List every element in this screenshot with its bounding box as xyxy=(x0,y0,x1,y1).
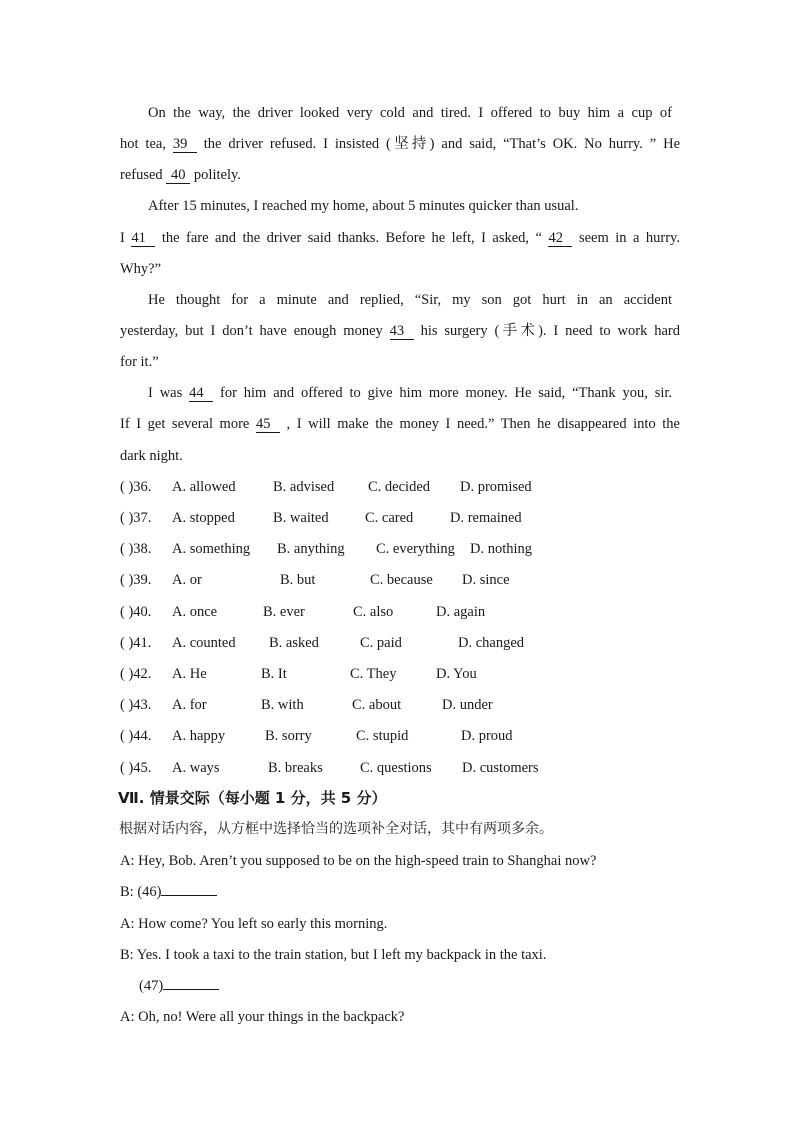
question-number: ( )38. xyxy=(120,541,152,557)
option-d: D. nothing xyxy=(470,541,533,557)
passage-line xyxy=(120,447,680,465)
option-b: B. anything xyxy=(277,541,345,557)
answer-line xyxy=(161,895,217,896)
answer-blank: 41 xyxy=(131,230,155,247)
question-row xyxy=(120,478,720,496)
option-b: B. but xyxy=(280,572,316,588)
passage-line xyxy=(120,229,680,247)
answer-blank: 43 xyxy=(390,323,414,340)
passage-text: for it.” xyxy=(120,354,159,370)
question-number: ( )41. xyxy=(120,635,152,651)
question-number: ( )42. xyxy=(120,666,152,682)
passage-text: , I will make the money I need.” Then he disappeared into the xyxy=(286,416,680,432)
option-c: C. also xyxy=(353,604,394,620)
question-row xyxy=(120,696,720,714)
answer-blank: 42 xyxy=(548,230,572,247)
option-d: D. proud xyxy=(461,728,513,744)
option-d: D. since xyxy=(462,572,510,588)
passage-line xyxy=(120,322,680,340)
option-c: C. stupid xyxy=(356,728,409,744)
option-b: B. with xyxy=(261,697,304,713)
option-c: C. They xyxy=(350,666,397,682)
option-d: D. customers xyxy=(462,760,539,776)
option-a: A. for xyxy=(172,697,207,713)
question-row xyxy=(120,540,720,558)
question-number: ( )39. xyxy=(120,572,152,588)
passage-line xyxy=(120,415,680,433)
option-b: B. waited xyxy=(273,510,329,526)
section-instruction: 根据对话内容，从方框中选择恰当的选项补全对话，其中有两项多余。 xyxy=(119,821,553,837)
dialogue-line xyxy=(120,883,680,901)
question-number: ( )40. xyxy=(120,604,152,620)
option-b: B. advised xyxy=(273,479,335,495)
passage-line xyxy=(120,353,680,371)
dialogue-text: B: (46) xyxy=(120,884,162,900)
option-b: B. asked xyxy=(269,635,319,651)
option-c: C. everything xyxy=(376,541,455,557)
passage-text: the fare and the driver said thanks. Before he left, I asked, “ xyxy=(161,230,542,246)
dialogue-line xyxy=(120,852,680,870)
question-row xyxy=(120,603,720,621)
passage-text: yesterday, but I don’t have enough money xyxy=(120,323,383,339)
section-title: Ⅶ. 情景交际（每小题 1 分，共 5 分） xyxy=(118,789,387,807)
passage-text: Why?” xyxy=(120,261,162,277)
dialogue-line xyxy=(120,915,680,933)
option-a: A. allowed xyxy=(172,479,236,495)
option-b: B. It xyxy=(261,666,287,682)
passage-line xyxy=(148,291,672,309)
passage-text: On the way, the driver looked very cold and tired. I offered to buy him a cup of xyxy=(148,105,672,121)
answer-blank: 39 xyxy=(173,136,197,153)
question-row xyxy=(120,665,720,683)
option-a: A. stopped xyxy=(172,510,235,526)
option-a: A. happy xyxy=(172,728,226,744)
question-row xyxy=(120,727,720,745)
dialogue-text: A: Oh, no! Were all your things in the backpack? xyxy=(120,1009,405,1025)
option-d: D. promised xyxy=(460,479,532,495)
passage-text: I was xyxy=(148,385,183,401)
option-c: C. decided xyxy=(368,479,431,495)
question-row xyxy=(120,634,720,652)
option-d: D. changed xyxy=(458,635,525,651)
dialogue-text: A: Hey, Bob. Aren’t you supposed to be on the high-speed train to Shanghai now? xyxy=(120,853,597,869)
answer-blank: 45 xyxy=(256,416,280,433)
passage-line xyxy=(148,197,672,215)
answer-blank: 44 xyxy=(189,385,213,402)
passage-line xyxy=(120,260,680,278)
option-a: A. something xyxy=(172,541,251,557)
question-number: ( )43. xyxy=(120,697,152,713)
option-b: B. breaks xyxy=(268,760,323,776)
question-row xyxy=(120,759,720,777)
passage-text: I xyxy=(120,230,125,246)
dialogue-text: (47) xyxy=(139,978,164,994)
passage-line xyxy=(120,166,680,184)
option-a: A. or xyxy=(172,572,202,588)
question-number: ( )36. xyxy=(120,479,152,495)
option-c: C. because xyxy=(370,572,433,588)
passage-text: If I get several more xyxy=(120,416,250,432)
option-b: B. sorry xyxy=(265,728,312,744)
passage-text: politely. xyxy=(193,167,241,183)
passage-text: He thought for a minute and replied, “Sir, my son got hurt in an accident xyxy=(148,292,672,308)
passage-text: After 15 minutes, I reached my home, about 5 minutes quicker than usual. xyxy=(148,198,579,214)
passage-text: refused xyxy=(120,167,163,183)
passage-line xyxy=(148,104,672,122)
question-number: ( )44. xyxy=(120,728,152,744)
passage-text: his surgery (手术). I need to work hard xyxy=(420,323,681,339)
option-b: B. ever xyxy=(263,604,305,620)
answer-blank: 40 xyxy=(166,167,190,184)
passage-text: for him and offered to give him more money. He said, “Thank you, sir. xyxy=(220,385,673,401)
dialogue-line xyxy=(139,977,699,995)
option-c: C. questions xyxy=(360,760,432,776)
dialogue-line xyxy=(120,946,680,964)
option-d: D. under xyxy=(442,697,493,713)
option-c: C. paid xyxy=(360,635,402,651)
option-d: D. You xyxy=(436,666,477,682)
option-a: A. ways xyxy=(172,760,220,776)
option-a: A. He xyxy=(172,666,207,682)
passage-text: dark night. xyxy=(120,448,183,464)
dialogue-text: A: How come? You left so early this morning. xyxy=(120,916,388,932)
question-number: ( )37. xyxy=(120,510,152,526)
option-d: D. remained xyxy=(450,510,522,526)
dialogue-line xyxy=(120,1008,680,1026)
option-d: D. again xyxy=(436,604,486,620)
option-a: A. once xyxy=(172,604,218,620)
passage-text: seem in a hurry. xyxy=(578,230,680,246)
passage-line xyxy=(148,384,672,402)
dialogue-text: B: Yes. I took a taxi to the train station, but I left my backpack in the taxi. xyxy=(120,947,547,963)
passage-line xyxy=(120,135,680,153)
answer-line xyxy=(163,989,219,990)
question-row xyxy=(120,509,720,527)
option-a: A. counted xyxy=(172,635,236,651)
passage-text: hot tea, xyxy=(120,136,166,152)
option-c: C. about xyxy=(352,697,402,713)
passage-text: the driver refused. I insisted (坚持) and said, “That’s OK. No hurry. ” He xyxy=(203,136,681,152)
question-number: ( )45. xyxy=(120,760,152,776)
option-c: C. cared xyxy=(365,510,414,526)
question-row xyxy=(120,571,720,589)
